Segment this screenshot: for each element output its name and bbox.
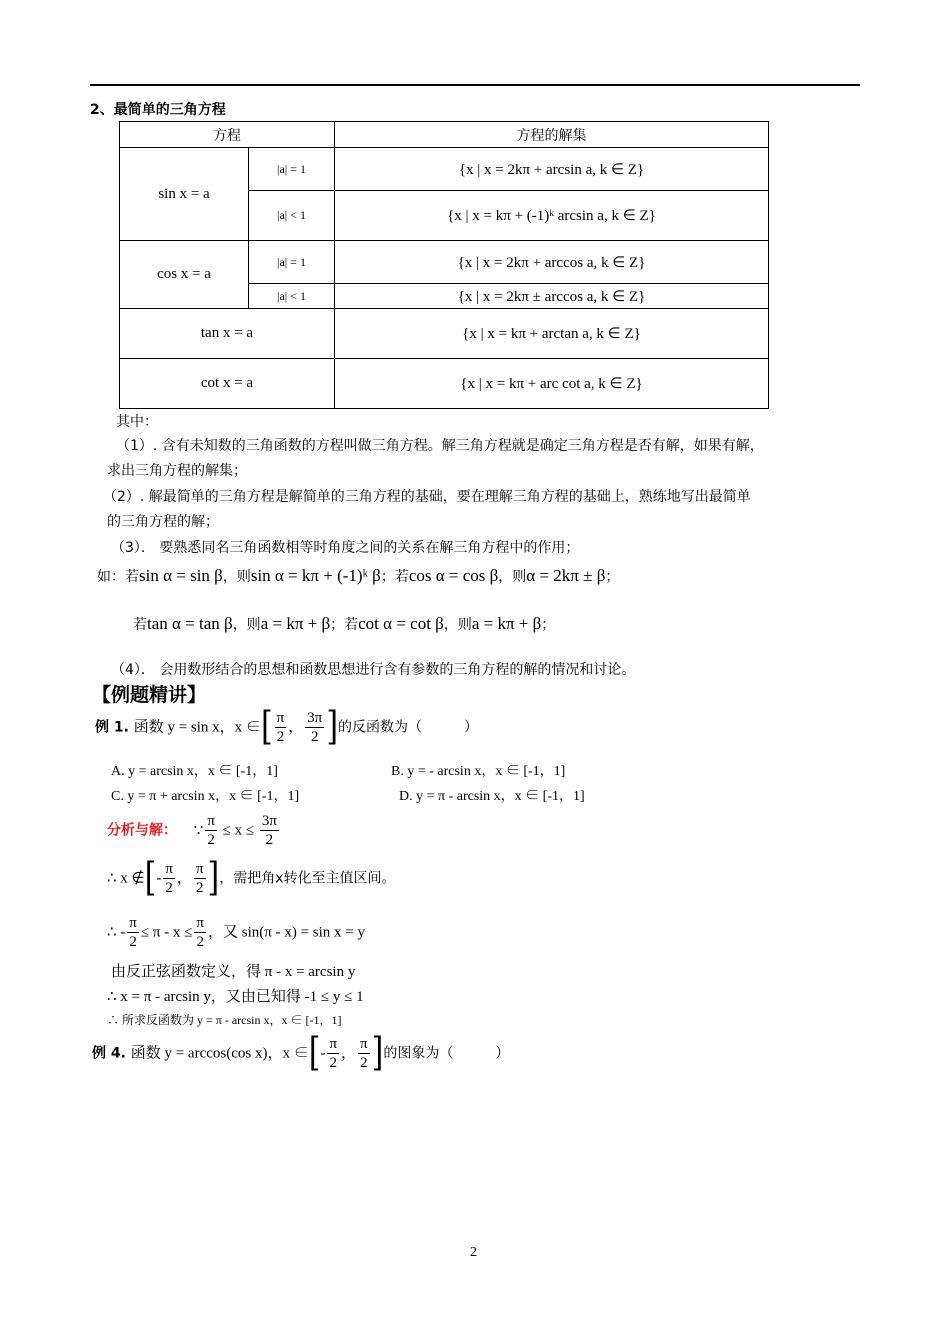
step-text: ≤ π - x ≤ — [140, 924, 193, 941]
numerator: 3π — [261, 813, 277, 829]
formula: a = kπ + β — [260, 614, 331, 633]
formula: cos α = cos β — [408, 566, 499, 585]
numerator: π — [207, 813, 215, 829]
example-label: 例 4. — [92, 1045, 126, 1062]
text: ；若 — [330, 617, 359, 633]
denominator: 2 — [195, 880, 204, 896]
table-header-equation: 方程 — [120, 122, 335, 148]
note-2b: 的三角方程的解； — [107, 514, 219, 530]
eq-tan: tan x = a — [120, 309, 335, 359]
eq-cot: cot x = a — [120, 359, 335, 409]
solution-cell: {x | x = kπ + arctan a, k ∈ Z} — [335, 309, 769, 359]
text: 如：若 — [97, 569, 139, 585]
stem-text: 函数 y = sin x，x ∈ — [133, 719, 261, 736]
analysis-label: 分析与解： — [107, 822, 177, 839]
step-text: ，又 sin(π - x) = sin x = y — [208, 924, 365, 941]
solution-cell: {x | x = 2kπ + arcsin a, k ∈ Z} — [335, 148, 769, 191]
bracket-left: [ — [260, 704, 273, 750]
since-symbol: ∵ — [193, 822, 204, 839]
fraction — [194, 914, 206, 951]
fraction — [194, 860, 206, 897]
stem-text: 的图象为（ ） — [383, 1045, 510, 1062]
cond-cell: |a| < 1 — [249, 284, 335, 309]
identity-line-2 — [133, 614, 555, 634]
formula: α = 2kπ ± β — [526, 566, 606, 585]
text: ； — [605, 569, 620, 585]
denominator: 2 — [165, 880, 173, 896]
text: ； — [541, 617, 556, 633]
numerator: π — [195, 861, 204, 877]
formula: tan α = tan β — [147, 614, 233, 633]
denominator: 2 — [311, 729, 319, 745]
numerator: π — [276, 710, 285, 726]
text: ，则 — [222, 569, 251, 585]
solution-cell: {x | x = 2kπ + arccos a, k ∈ Z} — [335, 241, 769, 284]
solution-cell: {x | x = kπ + arc cot a, k ∈ Z} — [335, 359, 769, 409]
denominator: 2 — [207, 832, 215, 848]
eq-cos: cos x = a — [120, 241, 249, 309]
fraction — [358, 1035, 370, 1072]
numerator: π — [129, 915, 137, 931]
example-1-stem: 例 1. 函数 y = sin x，x ∈[ $\frac{\pi}{2}$ ， $\frac{3\pi}{2}$ ]的反函数为（ ） — [95, 704, 479, 750]
option-d: D. y = π - arcsin x，x ∈ [-1，1] — [399, 789, 585, 804]
fraction — [260, 812, 279, 849]
equation-table — [119, 121, 769, 409]
fraction — [205, 812, 217, 849]
step-text: ∴ x ∉ — [107, 870, 145, 887]
top-rule — [90, 84, 860, 86]
bracket-left: [ — [144, 855, 157, 901]
bracket-left: [ — [308, 1030, 321, 1076]
analysis-step-2: ∴ x ∉[- $\frac{\pi}{2}$ ， $\frac{\pi}{2}$ ]，需把角x转化至主值区间。 — [107, 855, 396, 901]
analysis-step-5: ∴ x = π - arcsin y，又由已知得 -1 ≤ y ≤ 1 — [107, 989, 364, 1005]
fraction — [163, 860, 175, 897]
example-label: 例 1. — [95, 719, 129, 736]
text: 若 — [133, 617, 147, 633]
numerator: π — [165, 861, 173, 877]
formula: sin α = kπ + (-1)ᵏ β — [250, 566, 381, 585]
stem-text: 函数 y = arccos(cos x)，x ∈ — [130, 1045, 309, 1062]
option-b: B. y = - arcsin x，x ∈ [-1，1] — [391, 764, 566, 779]
numerator: π — [329, 1036, 338, 1052]
cond-cell: |a| < 1 — [249, 191, 335, 241]
notes-intro: 其中： — [116, 414, 158, 430]
step-text: ∴ - — [107, 924, 126, 941]
page-number: 2 — [470, 1245, 477, 1260]
table-header-solution: 方程的解集 — [335, 122, 769, 148]
identity-line-1 — [97, 566, 619, 586]
analysis-step-3 — [107, 914, 365, 951]
note-3: （3）． 要熟悉同名三角函数相等时角度之间的关系在解三角方程中的作用； — [111, 540, 580, 556]
fraction — [127, 914, 139, 951]
text: ，则 — [232, 617, 261, 633]
cond-cell: |a| = 1 — [249, 241, 335, 284]
option-a: A. y = arcsin x，x ∈ [-1，1] — [111, 764, 278, 779]
formula: cot α = cot β — [358, 614, 444, 633]
cond-cell: |a| = 1 — [249, 148, 335, 191]
denominator: 2 — [360, 1055, 368, 1071]
section-heading: 【例题精讲】 — [92, 684, 207, 706]
analysis-step-1: 分析与解： ∵ $\frac{\pi}{2}$ ≤ x ≤ $\frac{3\pi}{2}$ — [107, 813, 277, 848]
example-4-stem: 例 4. 函数 y = arccos(cos x)，x ∈[- $\frac{\pi}{2}$ ， $\frac{\pi}{2}$ ]的图象为（ ） — [92, 1030, 510, 1076]
denominator: 2 — [329, 1055, 337, 1071]
fraction — [275, 709, 287, 746]
option-c: C. y = π + arcsin x，x ∈ [-1，1] — [111, 789, 300, 804]
bracket-right: ] — [371, 1030, 384, 1076]
formula: a = kπ + β — [471, 614, 542, 633]
note-1a: （1）. 含有未知数的三角函数的方程叫做三角方程。解三角方程就是确定三角方程是否有解，如果有解， — [116, 438, 764, 454]
note-1b: 求出三角方程的解集； — [107, 463, 247, 479]
numerator: 3π — [307, 710, 323, 726]
eq-sin: sin x = a — [120, 148, 249, 241]
solution-cell: {x | x = kπ + (-1)ᵏ arcsin a, k ∈ Z} — [335, 191, 769, 241]
denominator: 2 — [196, 934, 204, 950]
solution-cell: {x | x = 2kπ ± arccos a, k ∈ Z} — [335, 284, 769, 309]
denominator: 2 — [265, 832, 274, 848]
analysis-step-6: ∴ 所求反函数为 y = π - arcsin x，x ∈ [-1，1] — [107, 1013, 342, 1027]
note-4: （4）． 会用数形结合的思想和函数思想进行含有参数的三角方程的解的情况和讨论。 — [111, 662, 636, 678]
fraction — [327, 1035, 339, 1072]
denominator: 2 — [276, 729, 285, 745]
denominator: 2 — [129, 934, 137, 950]
analysis-step-4: 由反正弦函数定义，得 π - x = arcsin y — [111, 964, 356, 980]
stem-text: 的反函数为（ ） — [338, 719, 479, 736]
bracket-right: ] — [207, 855, 220, 901]
section-title: 2、最简单的三角方程 — [90, 102, 226, 118]
text: ，则 — [498, 569, 527, 585]
numerator: π — [196, 915, 204, 931]
note-2a: （2）. 解最简单的三角方程是解简单的三角方程的基础，要在理解三角方程的基础上，熟练地写出最简单 — [103, 489, 751, 505]
fraction — [305, 709, 324, 746]
text: ；若 — [380, 569, 409, 585]
text: ，则 — [443, 617, 472, 633]
numerator: π — [360, 1036, 368, 1052]
bracket-right: ] — [326, 704, 339, 750]
formula: sin α = sin β — [139, 566, 223, 585]
step-text: ，需把角x转化至主值区间。 — [219, 870, 396, 887]
